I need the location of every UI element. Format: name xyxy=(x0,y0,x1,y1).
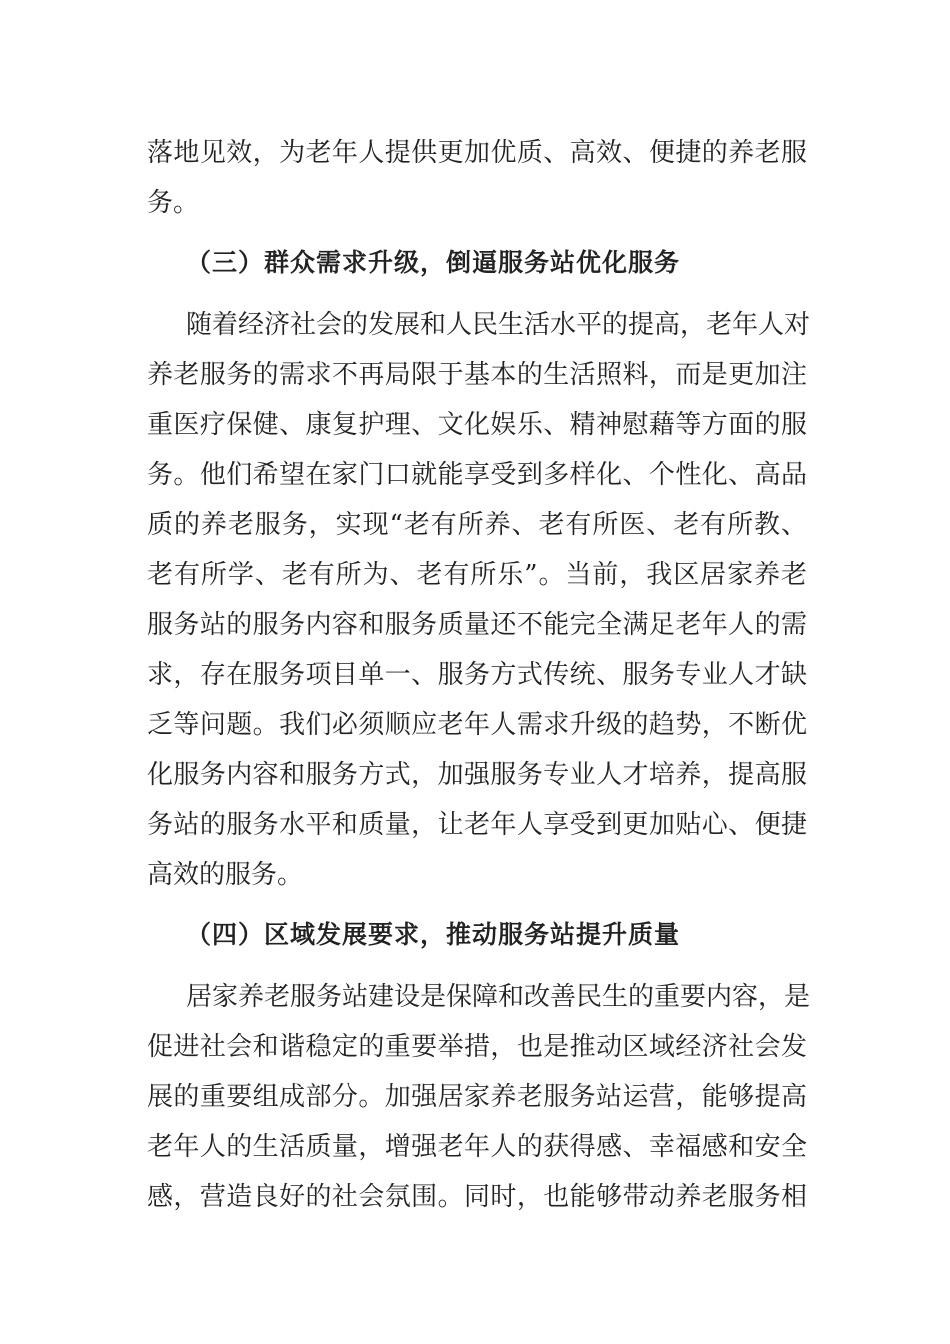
paragraph-line: 落地见效，为老年人提供更加优质、高效、便捷的养老服 xyxy=(147,138,807,168)
paragraph-line: 居家养老服务站建设是保障和改善民生的重要内容，是 xyxy=(186,982,811,1012)
paragraph-line: 高效的服务。 xyxy=(147,860,304,890)
paragraph-line: 务站的服务水平和质量，让老年人享受到更加贴心、便捷 xyxy=(147,810,807,840)
section-heading-3: （三）群众需求升级，倒逼服务站优化服务 xyxy=(186,248,681,277)
paragraph-line: 化服务内容和服务方式，加强服务专业人才培养，提高服 xyxy=(147,760,807,790)
paragraph-line: 乏等问题。我们必须顺应老年人需求升级的趋势，不断优 xyxy=(147,710,807,740)
section-heading-4: （四）区域发展要求，推动服务站提升质量 xyxy=(186,920,681,949)
paragraph-line: 养老服务的需求不再局限于基本的生活照料，而是更加注 xyxy=(147,360,807,390)
paragraph-line: 务。 xyxy=(147,188,200,218)
paragraph-line: 老有所学、老有所为、老有所乐”。当前，我区居家养老 xyxy=(147,560,807,590)
paragraph-line: 老年人的生活质量，增强老年人的获得感、幸福感和安全 xyxy=(147,1132,807,1162)
paragraph-line: 服务站的服务内容和服务质量还不能完全满足老年人的需 xyxy=(147,610,807,640)
paragraph-line: 求，存在服务项目单一、服务方式传统、服务专业人才缺 xyxy=(147,660,807,690)
paragraph-line: 随着经济社会的发展和人民生活水平的提高，老年人对 xyxy=(186,310,811,340)
paragraph-line: 务。他们希望在家门口就能享受到多样化、个性化、高品 xyxy=(147,460,807,490)
paragraph-line: 展的重要组成部分。加强居家养老服务站运营，能够提高 xyxy=(147,1082,807,1112)
paragraph-line: 促进社会和谐稳定的重要举措，也是推动区域经济社会发 xyxy=(147,1032,807,1062)
paragraph-line: 质的养老服务，实现“老有所养、老有所医、老有所教、 xyxy=(147,510,807,540)
paragraph-line: 重医疗保健、康复护理、文化娱乐、精神慰藉等方面的服 xyxy=(147,410,807,440)
paragraph-line: 感，营造良好的社会氛围。同时，也能够带动养老服务相 xyxy=(147,1182,807,1212)
